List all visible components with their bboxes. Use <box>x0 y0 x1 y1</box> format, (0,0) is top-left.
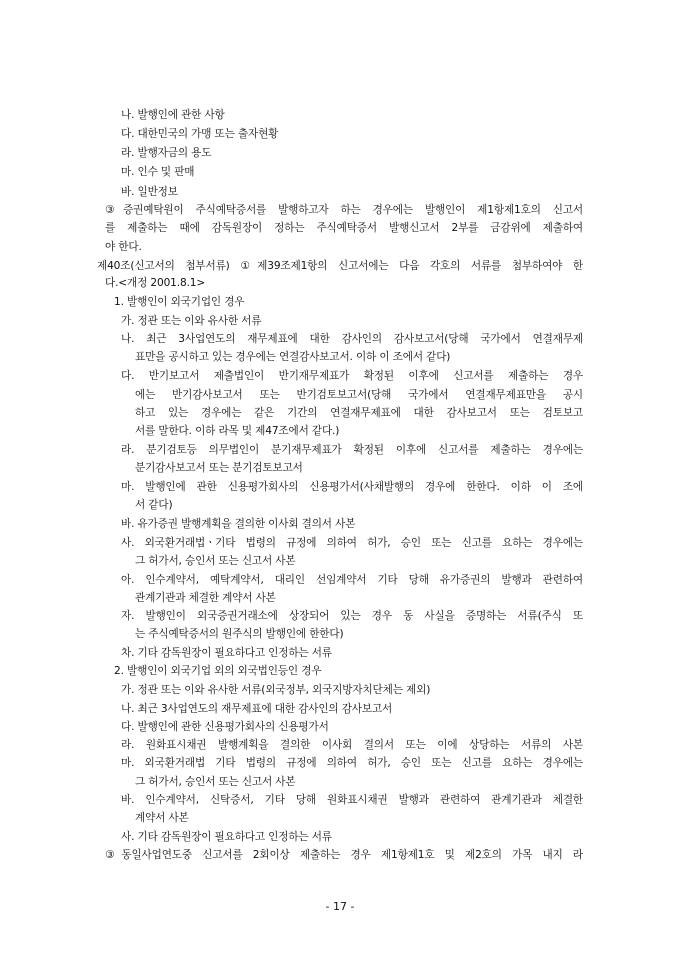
text-line: 그 허가서, 승인서 또는 신고서 사본 <box>135 555 296 568</box>
text-line: 다. 발행인에 관한 신용평가회사의 신용평가서 <box>121 720 329 733</box>
text-line: 서 같다) <box>135 499 173 512</box>
text-line: 다. 반기보고서 제출법인이 반기재무제표가 확정된 이후에 신고서를 제출하는 경우 <box>121 370 583 383</box>
text-line: 마. 인수 및 판매 <box>121 166 195 179</box>
text-line: 마. 발행인에 관한 신용평가회사의 신용평가서(사채발행의 경우에 한한다. 이하 이 조에 <box>121 481 583 494</box>
text-line: 가. 정관 또는 이와 유사한 서류 <box>121 314 262 327</box>
text-line: 하고 있는 경우에는 같은 기간의 연결재무제표에 대한 감사보고서 또는 검토보고 <box>135 407 583 419</box>
text-line: 야 한다. <box>105 240 142 253</box>
text-line: 바. 일반정보 <box>121 185 178 198</box>
text-line: 라. 발행자금의 용도 <box>121 147 212 160</box>
text-line: 분기감사보고서 또는 분기검토보고서 <box>135 461 303 474</box>
text-line: 차. 기타 감독원장이 필요하다고 인정하는 서류 <box>121 646 332 659</box>
text-line: 에는 반기감사보고서 또는 반기검토보고서(당해 국가에서 연결재무제표만을 공시 <box>135 388 583 401</box>
text-line: 관계기관과 체결한 계약서 사본 <box>135 591 276 604</box>
text-line: 바. 인수계약서, 신탁증서, 기타 당해 원화표시채권 발행과 관련하여 관계기관과 체결한 <box>121 794 583 807</box>
text-line: 라. 분기검토등 의무법인이 분기재무제표가 확정된 이후에 신고서를 제출하는 경우에는 <box>121 443 583 456</box>
text-line: 그 허가서, 승인서 또는 신고서 사본 <box>135 775 296 788</box>
text-line: 계약서 사본 <box>135 812 189 825</box>
text-line: 나. 최근 3사업연도의 재무제표에 대한 감사인의 감사보고서(당해 국가에서 연결재무제 <box>121 332 583 345</box>
text-line: ③증권예탁원이 주식예탁증서를 발행하고자 하는 경우에는 발행인이 제1항제1호의 신고서 <box>105 203 583 216</box>
text-line: 를 제출하는 때에 감독원장이 정하는 주식예탁증서 발행신고서 2부를 금감위에 제출하여 <box>105 222 583 235</box>
text-line: 다. 대한민국의 가맹 또는 출자현황 <box>121 128 279 141</box>
text-line: 라. 원화표시채권 발행계획을 결의한 이사회 결의서 또는 이에 상당하는 서류의 사본 <box>121 739 583 752</box>
text-line: 나. 최근 3사업연도의 재무제표에 대한 감사인의 감사보고서 <box>121 702 393 715</box>
text-line: 마. 외국환거래법 기타 법령의 규정에 의하여 허가, 승인 또는 신고를 요하는 경우에는 <box>121 757 583 770</box>
text-line: 서를 말한다. 이하 라목 및 제47조에서 같다.) <box>135 425 340 438</box>
text-line: 는 주식예탁증서의 원주식의 발행인에 한한다) <box>135 628 344 641</box>
text-line: 다.<개정 2001.8.1> <box>105 277 206 290</box>
text-line: 1. 발행인이 외국기업인 경우 <box>114 296 245 309</box>
text-line: 바. 유가증권 발행계획을 결의한 이사회 결의서 사본 <box>121 517 356 530</box>
text-line: 사. 외국환거래법ㆍ기타 법령의 규정에 의하여 허가, 승인 또는 신고를 요하는 경우에는 <box>121 536 583 549</box>
text-line: 표만을 공시하고 있는 경우에는 연결감사보고서. 이하 이 조에서 같다) <box>135 351 451 364</box>
text-line: 2. 발행인이 외국기업 외의 외국법인등인 경우 <box>114 665 322 677</box>
text-line: 나. 발행인에 관한 사항 <box>121 109 225 121</box>
text-line: 아. 인수계약서, 예탁계약서, 대리인 선임계약서 기타 당해 유가증권의 발행과 관련하여 <box>121 573 583 586</box>
page-number: - 17 - <box>325 900 355 913</box>
text-line: 사. 기타 감독원장이 필요하다고 인정하는 서류 <box>121 830 332 843</box>
article-heading: 제40조(신고서의 첨부서류) ①제39조제1항의 신고서에는 다음 각호의 서류를 첨부하여야 한 <box>97 259 583 272</box>
text-line: 자. 발행인이 외국증권거래소에 상장되어 있는 경우 동 사실을 증명하는 서류(주식 또 <box>121 610 583 623</box>
text-line: ③동일사업연도중 신고서를 2회이상 제출하는 경우 제1항제1호 및 제2호의 가목 내지 라 <box>105 849 583 861</box>
text-line: 가. 정관 또는 이와 유사한 서류(외국정부, 외국지방자치단체는 제외) <box>121 684 431 697</box>
